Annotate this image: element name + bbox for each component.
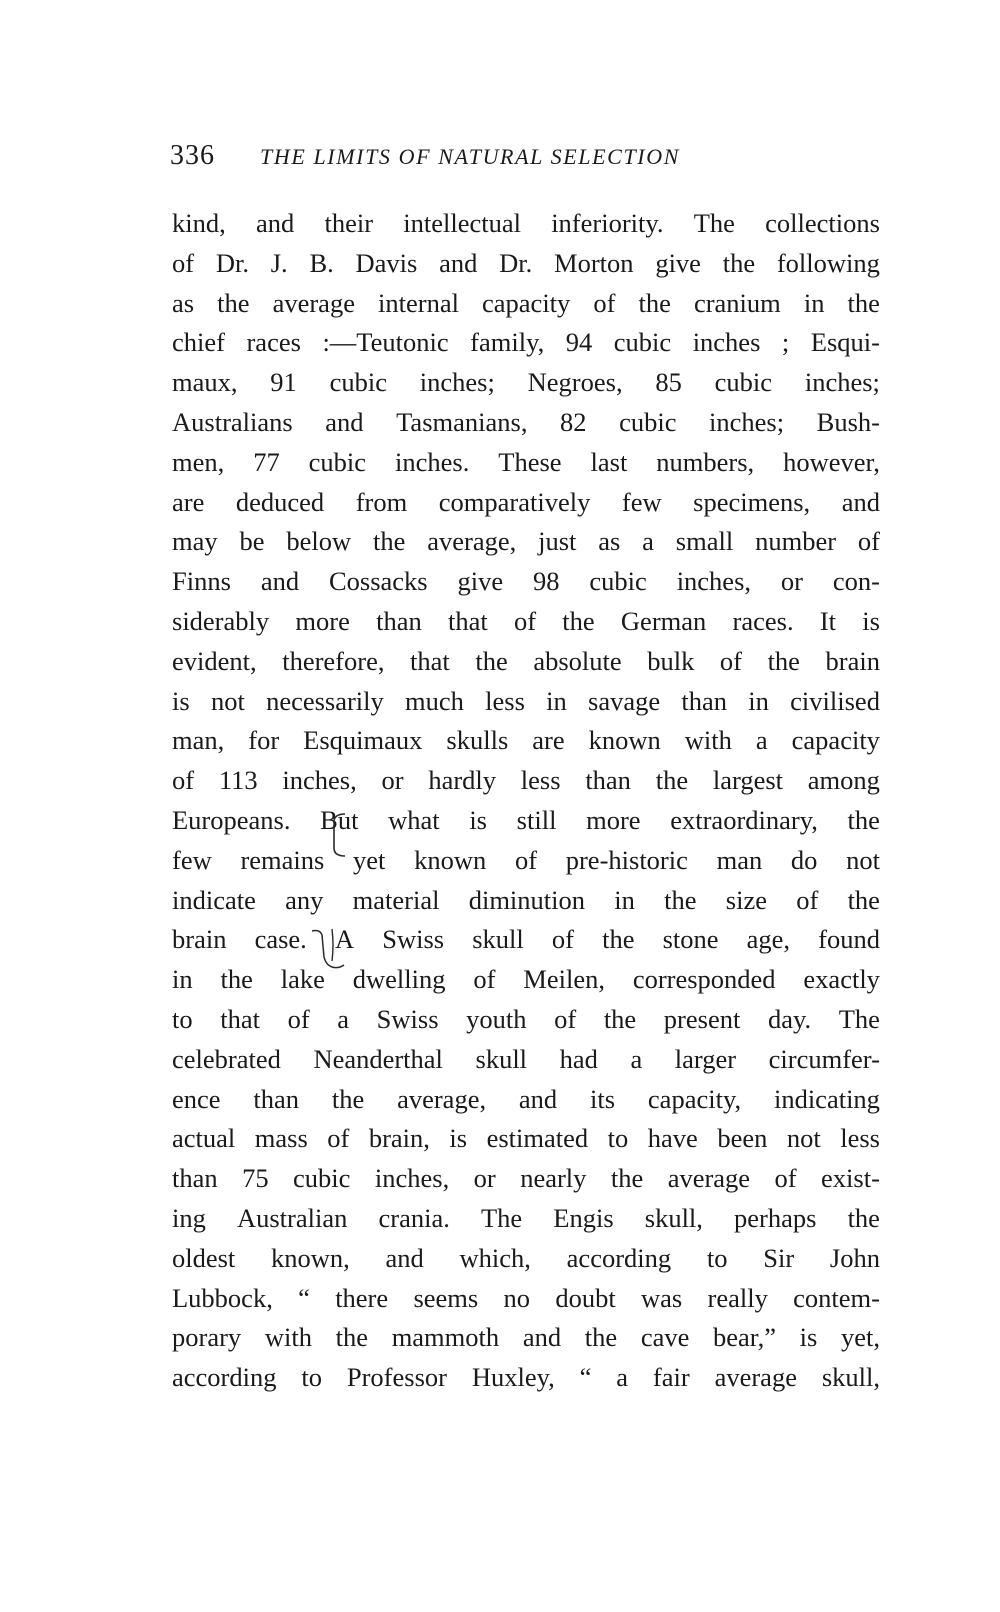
text-line: man, for Esquimaux skulls are known with a capacity <box>172 725 880 756</box>
text-line: siderably more than that of the German races. It is <box>172 605 880 636</box>
body-text <box>172 204 880 1398</box>
text-line: brain case. A Swiss skull of the stone age, found <box>172 924 880 955</box>
handwritten-bracket-close-mark <box>310 925 346 975</box>
text-line: in the lake dwelling of Meilen, corresponded exactly <box>172 964 880 995</box>
text-line: Australians and Tasmanians, 82 cubic inches; Bush- <box>172 406 880 437</box>
text-line: actual mass of brain, is estimated to have been not less <box>172 1123 880 1154</box>
page-number: 336 <box>170 140 215 171</box>
text-line: evident, therefore, that the absolute bulk of the brain <box>172 645 880 676</box>
text-line: kind, and their intellectual inferiority. The collections <box>172 208 880 238</box>
text-line: ence than the average, and its capacity, indicating <box>172 1083 880 1114</box>
text-line: as the average internal capacity of the cranium in the <box>172 287 880 318</box>
text-line: may be below the average, just as a small number of <box>172 526 880 557</box>
running-title: THE LIMITS OF NATURAL SELECTION <box>260 144 680 169</box>
text-line: Finns and Cossacks give 98 cubic inches, or con- <box>172 566 880 597</box>
text-line: oldest known, and which, according to Sir John <box>172 1242 880 1273</box>
text-line: to that of a Swiss youth of the present day. The <box>172 1003 880 1034</box>
text-line: few remains yet known of pre-historic man do not <box>172 844 880 875</box>
text-line: ing Australian crania. The Engis skull, perhaps the <box>172 1202 880 1233</box>
text-line: of Dr. J. B. Davis and Dr. Morton give the following <box>172 247 880 278</box>
text-line: celebrated Neanderthal skull had a larger circumfer- <box>172 1043 880 1074</box>
running-head <box>170 140 890 180</box>
text-line: chief races :—Teutonic family, 94 cubic inches ; Esqui- <box>172 327 880 358</box>
text-line: than 75 cubic inches, or nearly the average of exist- <box>172 1163 880 1194</box>
handwritten-bracket-open-mark <box>330 810 348 858</box>
text-line: Europeans. But what is still more extraordinary, the <box>172 804 880 835</box>
text-line: indicate any material diminution in the size of the <box>172 884 880 915</box>
text-line: according to Professor Huxley, “ a fair average skull, <box>172 1362 880 1393</box>
text-line: maux, 91 cubic inches; Negroes, 85 cubic inches; <box>172 367 880 398</box>
text-line: Lubbock, “ there seems no doubt was really contem- <box>172 1282 880 1313</box>
text-line: men, 77 cubic inches. These last numbers, however, <box>172 446 880 477</box>
text-line: porary with the mammoth and the cave bear,” is yet, <box>172 1322 880 1353</box>
text-line: are deduced from comparatively few specimens, and <box>172 486 880 517</box>
text-line: of 113 inches, or hardly less than the largest among <box>172 765 880 796</box>
text-line: is not necessarily much less in savage than in civilised <box>172 685 880 716</box>
